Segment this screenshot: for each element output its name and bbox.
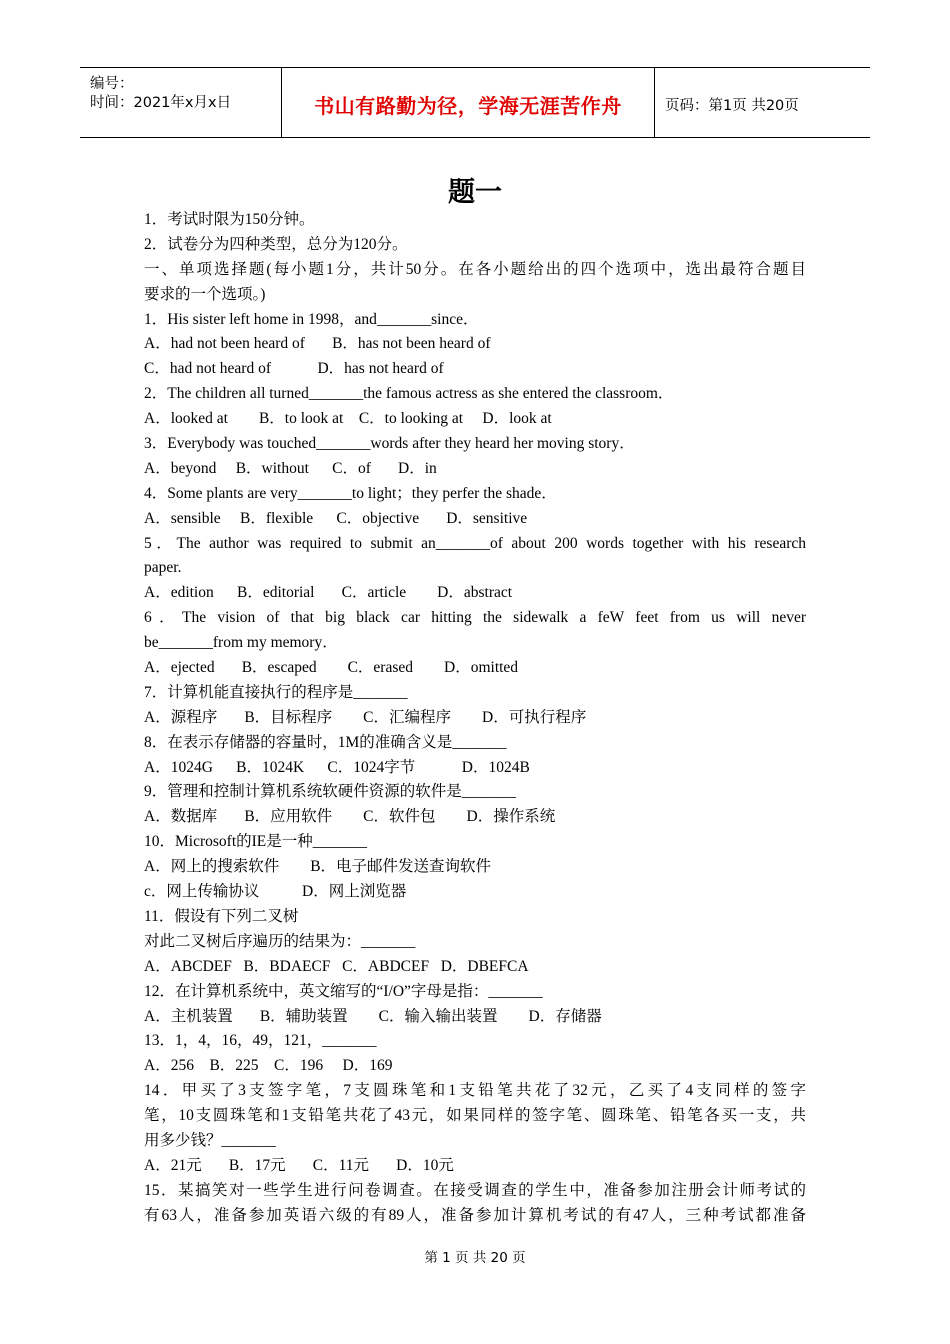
text-line: A．beyond B．without C．of D．in (144, 459, 437, 477)
text-line: 5．The author was required to submit an_______of about 200 words together with his research (144, 534, 806, 552)
text-line: 3．Everybody was touched_______words after they heard her moving story． (144, 435, 635, 453)
text-line: 有63人，准备参加英语六级的有89人，准备参加计算机考试的有47人，三种考试都准备 (144, 1206, 806, 1224)
text-line: 14．甲买了3支签字笔，7支圆珠笔和1支铅笔共花了32元，乙买了4支同样的签字 (144, 1082, 806, 1100)
text-line: A．256 B．225 C．196 D．169 (144, 1057, 393, 1075)
text-line: 要求的一个选项。) (144, 285, 266, 303)
text-line: 1．考试时限为150分钟。 (144, 211, 315, 228)
document-number-label: 编号： (90, 76, 134, 92)
text-line: 笔，10支圆珠笔和1支铅笔共花了43元，如果同样的签字笔、圆珠笔、铅笔各买一支，共 (144, 1107, 806, 1125)
text-line: 8．在表示存储器的容量时，1M的准确含义是_______ (144, 733, 507, 751)
document-date-label: 时间：2021年x月x日 (90, 95, 232, 111)
text-line: 2．试卷分为四种类型，总分为120分。 (144, 235, 408, 253)
page-footer: 第 1 页 共 20 页 (424, 1250, 526, 1266)
text-line: be_______from my memory． (144, 634, 338, 652)
text-line: A．looked at B．to look at C．to looking at D．look at (144, 410, 552, 428)
header-meta (80, 68, 280, 137)
text-line: A．sensible B．flexible C．objective D．sensitive (144, 509, 528, 527)
text-line: 对此二叉树后序遍历的结果为：_______ (144, 932, 416, 950)
page-info-text: 页码：第1页 共20页 (665, 98, 799, 114)
text-line: A．had not been heard of B．has not been heard of (144, 335, 491, 353)
text-line: 12．在计算机系统中，英文缩写的“I/O”字母是指：_______ (144, 982, 543, 1000)
text-line: A．ejected B．escaped C．erased D．omitted (144, 659, 519, 677)
header-page-info (655, 68, 870, 137)
text-line: 2．The children all turned_______the famous actress as she entered the classroom． (144, 385, 674, 403)
text-line: A．21元 B．17元 C．11元 D．10元 (144, 1156, 454, 1174)
text-line: 4．Some plants are very_______to light；they perfer the shade． (144, 484, 557, 502)
text-line: 15．某搞笑对一些学生进行问卷调查。在接受调查的学生中，准备参加注册会计师考试的 (144, 1181, 806, 1199)
page-title: 题一 (448, 177, 502, 208)
text-line: 9．管理和控制计算机系统软硬件资源的软件是_______ (144, 783, 517, 801)
text-line: A．主机装置 B．辅助装置 C．输入输出装置 D．存储器 (144, 1007, 602, 1025)
header-motto-cell (281, 68, 655, 137)
text-line: A．1024G B．1024K C．1024字节 D．1024B (144, 758, 530, 776)
text-line: 1．His sister left home in 1998，and_______since． (144, 310, 479, 328)
text-line: 13．1，4，16，49，121，_______ (144, 1032, 377, 1050)
text-line: A．源程序 B．目标程序 C．汇编程序 D．可执行程序 (144, 708, 587, 726)
text-line: 10．Microsoft的IE是一种_______ (144, 833, 368, 851)
text-line: A．数据库 B．应用软件 C．软件包 D．操作系统 (144, 808, 556, 826)
motto-text: 书山有路勤为径，学海无涯苦作舟 (314, 94, 622, 118)
text-line: c．网上传输协议 D．网上浏览器 (144, 883, 407, 901)
text-line: 用多少钱？_______ (144, 1131, 276, 1149)
page-header (80, 67, 870, 138)
text-line: 6．The vision of that big black car hitting the sidewalk a feW feet from us will never (144, 609, 806, 627)
text-line: C．had not heard of D．has not heard of (144, 360, 444, 378)
text-line: 一、单项选择题(每小题1分，共计50分。在各小题给出的四个选项中，选出最符合题目 (144, 260, 806, 278)
text-line: 11．假设有下列二叉树 (144, 907, 299, 925)
text-line: A．edition B．editorial C．article D．abstract (144, 584, 513, 602)
text-line: A．ABCDEF B．BDAECF C．ABDCEF D．DBEFCA (144, 957, 529, 975)
text-line: paper. (144, 559, 182, 577)
exam-content (144, 208, 806, 1229)
text-line: 7．计算机能直接执行的程序是_______ (144, 683, 408, 701)
text-line: A．网上的搜索软件 B．电子邮件发送查询软件 (144, 858, 492, 876)
